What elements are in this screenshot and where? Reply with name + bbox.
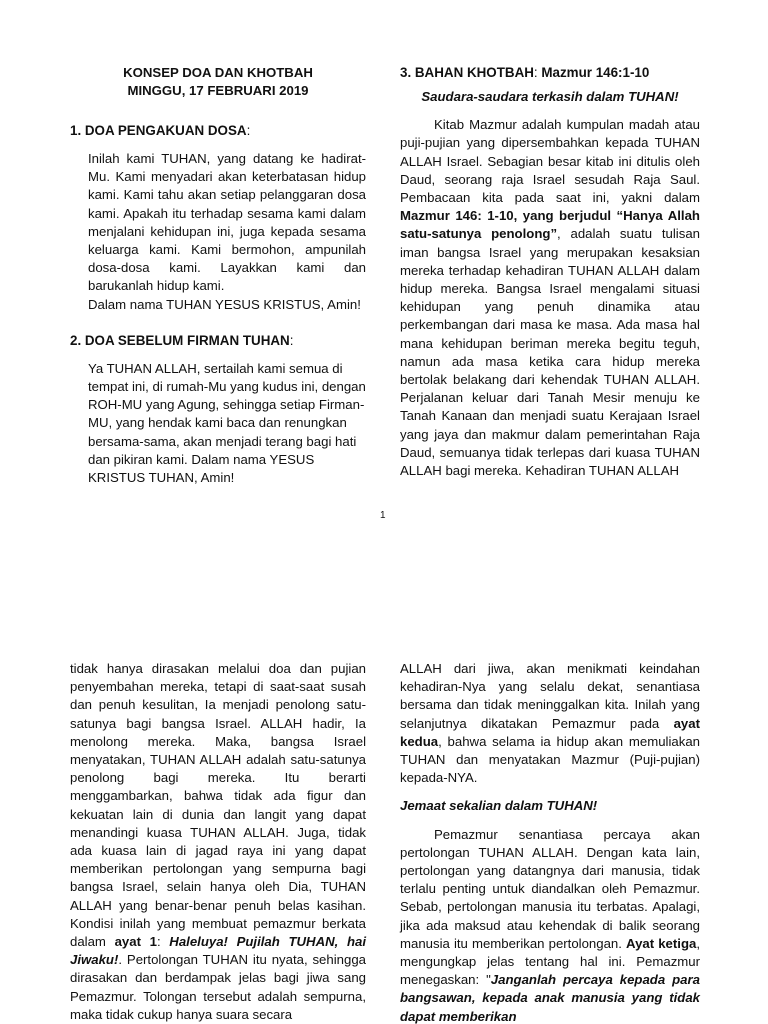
page2-right-paragraph-2 (400, 826, 700, 1024)
section3-heading-text: 3. BAHAN KHOTBAH (400, 65, 534, 80)
document-page-2 (0, 650, 768, 1024)
page2-right-column (400, 660, 700, 1024)
p2-right-text-a: ALLAH dari jiwa, akan menikmati keindahan kehadiran-Nya yang selalu dekat, senantiasa bersama dan tidak meninggalkan kita. Inilah yang selanjutnya dikatakan Pemazmur pada (400, 661, 700, 731)
confession-prayer-closing: Dalam nama TUHAN YESUS KRISTUS, Amin! (88, 296, 361, 312)
page2-left-paragraph (70, 660, 366, 1024)
p2-right-ayat-ketiga: Ayat ketiga (626, 935, 697, 951)
p2-left-text-a: tidak hanya dirasakan melalui doa dan pujian penyembahan mereka, tetapi di saat-saat susah dan penuh kesulitan, Ia menjadi penolong satu-satunya bagi bangsa Israel. ALLAH hadir, Ia menolong mereka. Maka, bangsa Israel menyatakan, TUHAN ALLAH adalah satu-satunya penolong bagi mereka. Itu berarti menggambarkan, bahwa tidak ada figur dan kekuatan lain di dunia dan langit yang dapat menandingi kuasa TUHAN ALLAH. Juga, tidak ada kuasa lain di jagad raya ini yang dapat memberikan pertolongan yang sempurna bagi bangsa Israel, selain hanya oleh Dia, TUHAN ALLAH yang benar-benar penuh belas kasihan. Kondisi inilah yang membuat pemazmur berkata dalam (70, 661, 366, 950)
sermon-p1-bold-reference: Mazmur 146: 1-10, yang berjudul “Hanya Allah satu-satunya penolong” (400, 208, 700, 242)
section1-body (70, 150, 366, 314)
sermon-p1-text-a: Kitab Mazmur adalah kumpulan madah atau puji-pujian yang dipersembahkan kepada TUHAN ALLAH Israel. Sebagian besar kitab ini ditulis oleh Daud, seorang raja Israel sesudah Raja Saul. Pembacaan kita pada saat ini, yakni dalam (400, 117, 700, 206)
p2-right-quote: Janganlah percaya kepada para bangsawan, kepada anak manusia yang tidak dapat memberikan (400, 972, 700, 1024)
pre-sermon-prayer-text: Ya TUHAN ALLAH, sertailah kami semua di tempat ini, di rumah-Mu yang kudus ini, dengan ROH-MU yang Agung, sehingga setiap Firman-MU, yang hendak kami baca dan renungkan bersama-sama, akan menjadi terang bagi hati dan pikiran kami. Dalam nama YESUS KRISTUS TUHAN, Amin! (88, 360, 366, 486)
section3-heading-ref: Mazmur 146:1-10 (541, 65, 650, 80)
sermon-p1-text-b: , adalah suatu tulisan iman bangsa Israel yang merupakan kesaksian mereka terhadap kehadiran TUHAN ALLAH dalam hidup mereka. Bangsa Israel mengalami situasi kehidupan yang penuh dinamika atau perkembangan dari masa ke masa. Ada masa hal mana kehidupan beriman mereka begitu teguh, namun ada masa ketika cara hidup mereka bertolak belakang dari kehendak TUHAN ALLAH. Perjalanan keluar dari Tanah Mesir menuju ke Tanah Kanaan dan menjadi suatu Kerajaan Israel yang jaya dan makmur dalam pemerintahan Raja Daud, semuanya tidak terlepas dari kuasa TUHAN ALLAH bagi mereka. Kehadiran TUHAN ALLAH (400, 226, 701, 479)
p2-left-quote: Haleluya! Pujilah TUHAN, hai Jiwaku! (70, 934, 366, 968)
section1-heading-text: 1. DOA PENGAKUAN DOSA (70, 123, 247, 138)
title-line-2: MINGGU, 17 FEBRUARI 2019 (127, 83, 309, 98)
section2-heading (70, 332, 366, 350)
p2-left-ayat-1: ayat 1 (114, 934, 157, 950)
sermon-greeting: Saudara-saudara terkasih dalam TUHAN! (421, 89, 679, 104)
section1-heading-colon: : (246, 123, 251, 138)
congregation-greeting: Jemaat sekalian dalam TUHAN! (400, 798, 598, 814)
section2-heading-text: 2. DOA SEBELUM FIRMAN TUHAN (70, 332, 290, 348)
section2-body (70, 360, 366, 487)
p2-right-p2-text-b: , mengungkap jelas tentang hal ini. Pemazmur menegaskan: " (400, 935, 701, 988)
confession-prayer-text: Inilah kami TUHAN, yang datang ke hadirat-Mu. Kami menyadari akan keterbatasan hidup kami. Kami tahu akan setiap pelanggaran dosa kami. Apakah itu terhadap sesama kami dalam menjalani kehidupan ini, juga kepada sesama keluarga kami. Kami bermohon, ampunilah dosa-dosa kami. Layakkan kami dan barukanlah hidup kami. (88, 151, 366, 294)
p2-right-ayat-kedua: ayat kedua (400, 715, 700, 749)
page1-left-column (70, 64, 366, 501)
section3-heading: 3. BAHAN KHOTBAH: Mazmur 146:1-10 (400, 65, 650, 80)
p2-right-p2-text-a: Pemazmur senantiasa percaya akan pertolongan TUHAN ALLAH. Dengan kata lain, pertolongan yang datangnya dari manusia, tidak terlalu penting untuk diandalkan oleh Pemazmur. Sebab, pertolongan manusia itu terbatas. Apalagi, jika ada maksud atau kehendak di balik seorang manusia itu memberikan pertolongan. (400, 826, 700, 951)
p2-left-text-b: . Pertolongan TUHAN itu nyata, sehingga dirasakan dan berdampak jelas bagi jiwa sang Pemazmur. Tolongan tersebut adalah sempurna, maka tidak cukup hanya suara secara (70, 952, 366, 1022)
title-line-1: KONSEP DOA DAN KHOTBAH (123, 65, 313, 80)
page2-right-paragraph-1 (400, 660, 700, 787)
document-title (70, 64, 366, 100)
page-number: 1 (380, 510, 386, 521)
section2-heading-colon: : (289, 332, 294, 348)
sermon-paragraph-1 (400, 116, 700, 480)
p2-right-text-b: , bahwa selama ia hidup akan memuliakan TUHAN dan menyatakan Mazmur (Puji-pujian) kepada-NYA. (400, 733, 700, 786)
page2-left-column (70, 660, 366, 1024)
p2-left-colon: : (156, 934, 170, 950)
section1-heading (70, 122, 366, 140)
page1-right-column (400, 64, 700, 480)
